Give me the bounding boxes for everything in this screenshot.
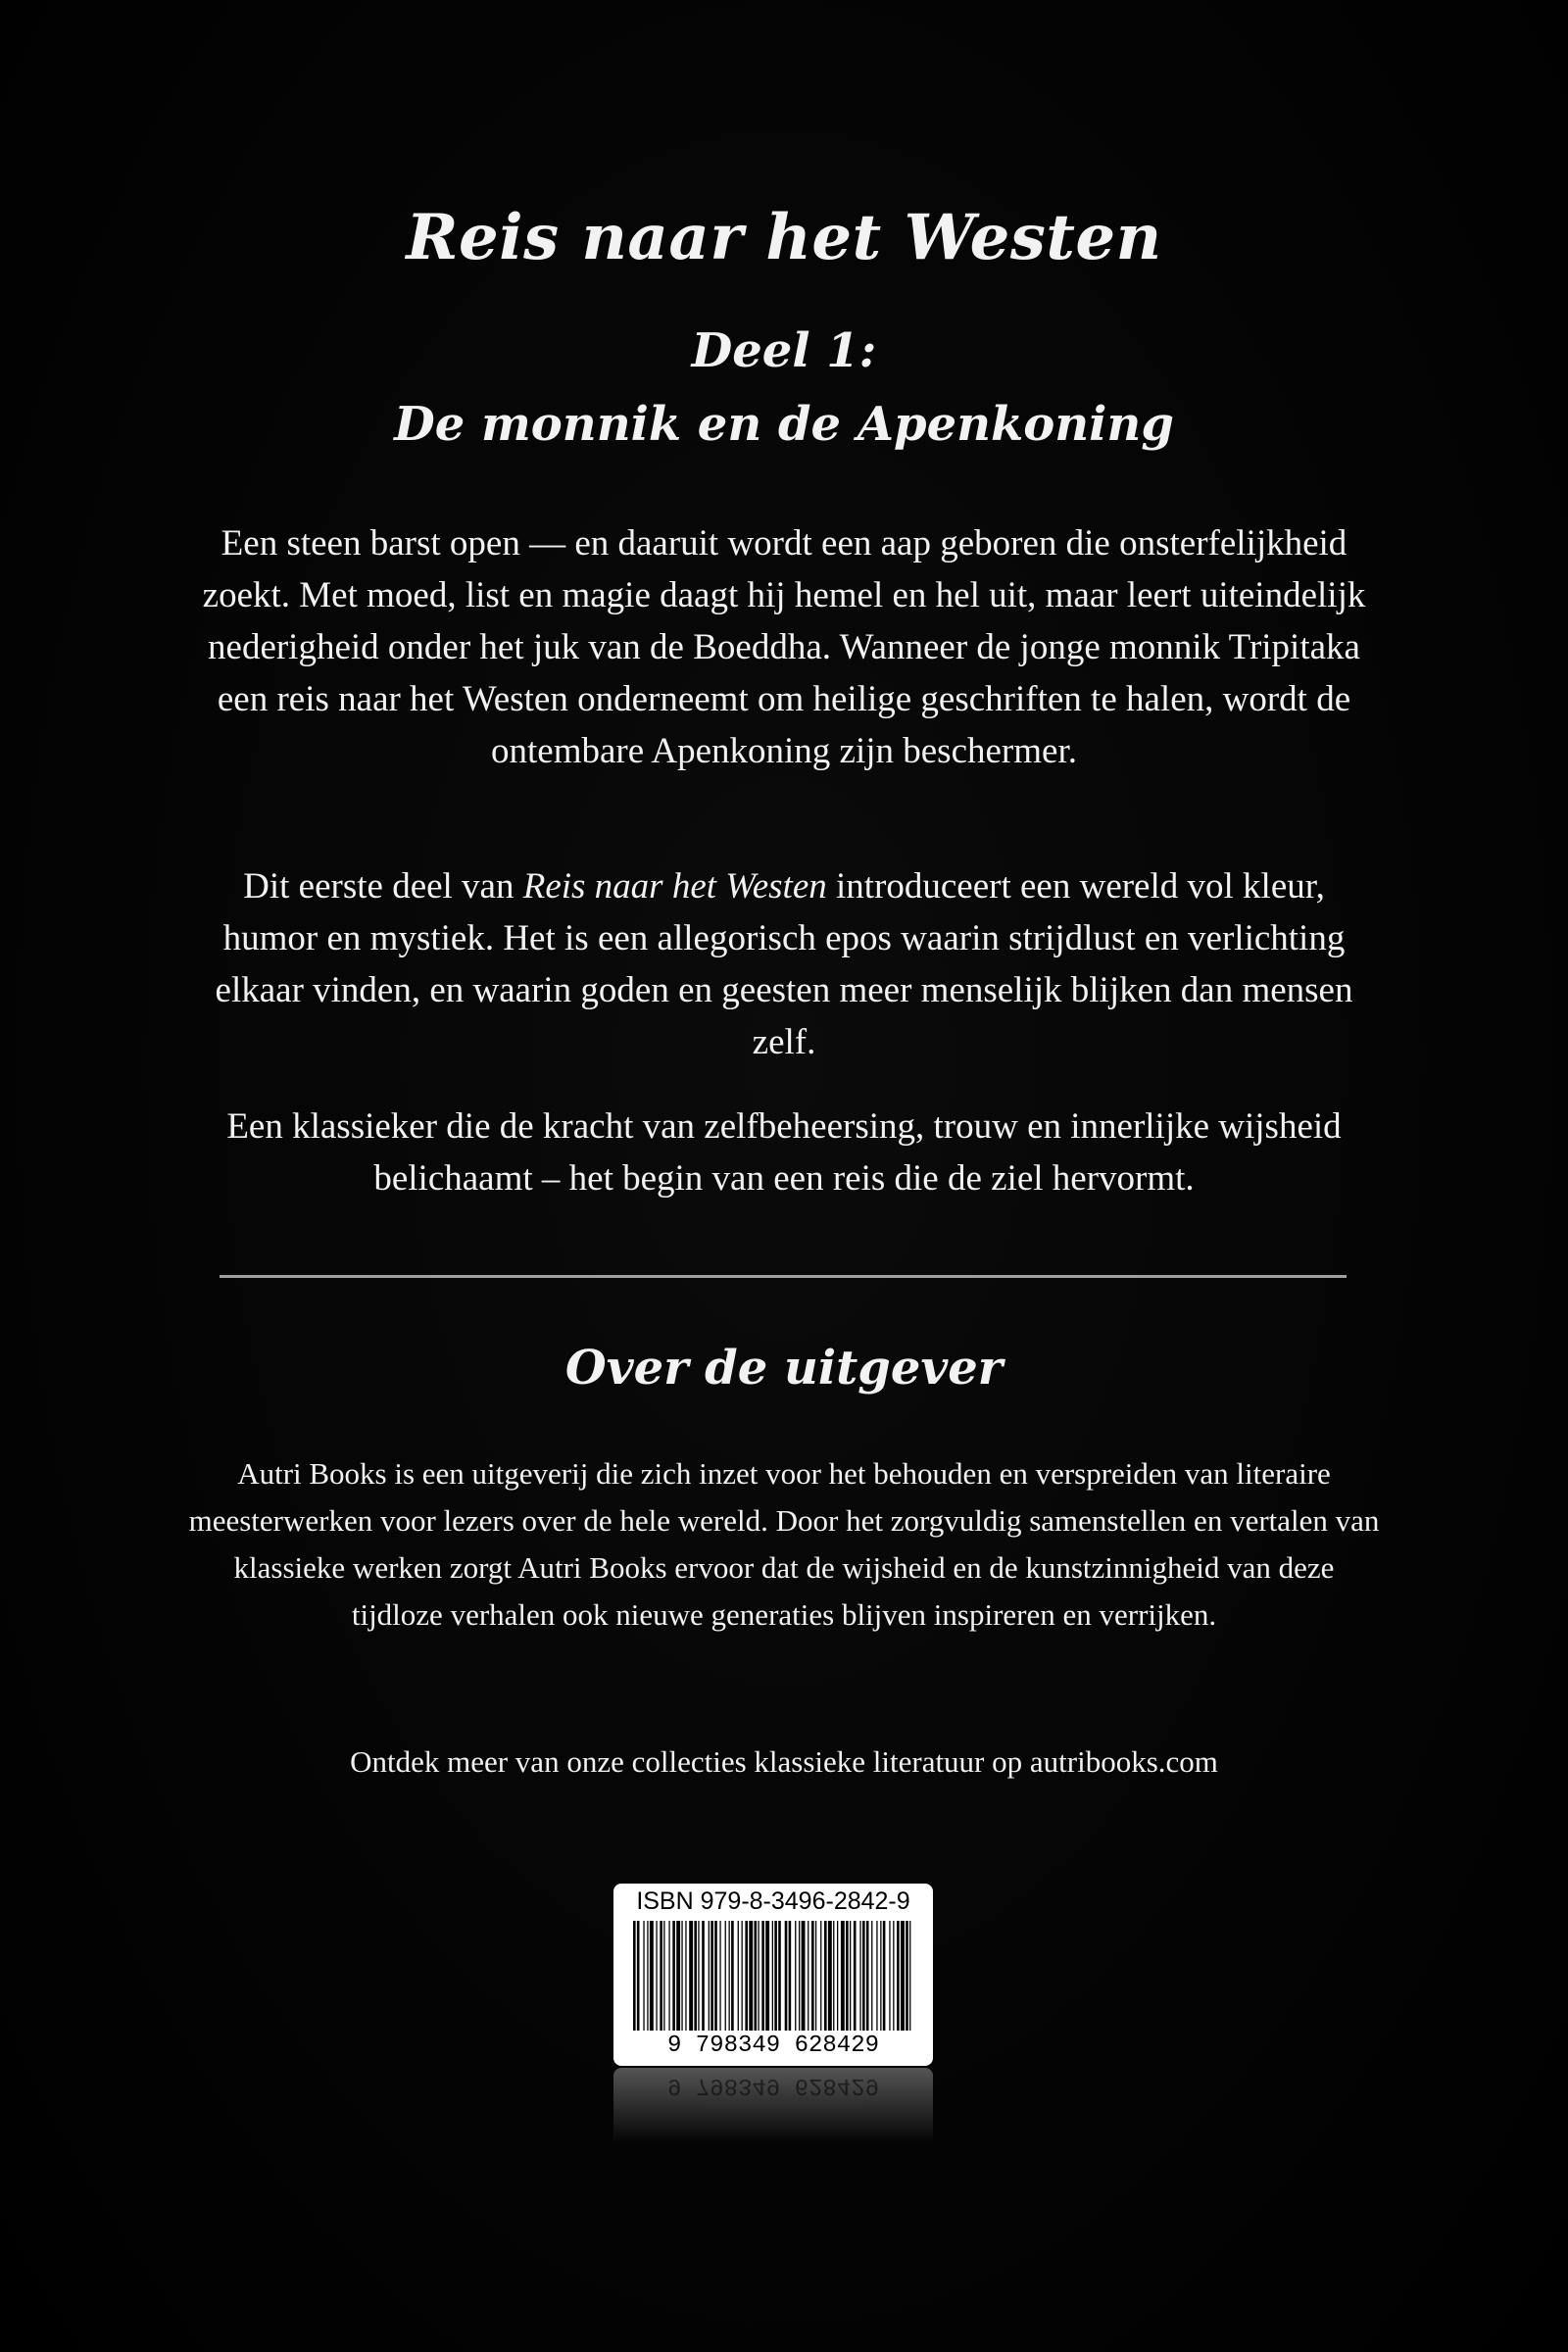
barcode-bar xyxy=(729,1921,730,2031)
blurb-paragraph-2 xyxy=(196,860,1372,1068)
barcode-bar xyxy=(850,1921,851,2031)
barcode-bar xyxy=(820,1921,821,2031)
barcode-bars xyxy=(633,1921,913,2031)
barcode-bar xyxy=(714,1921,717,2031)
barcode-bar xyxy=(719,1921,720,2031)
barcode-bar xyxy=(765,1921,769,2031)
barcode-bar xyxy=(676,1921,680,2031)
barcode-bar xyxy=(656,1921,657,2031)
barcode-bar xyxy=(897,1921,900,2031)
barcode-bar xyxy=(731,1921,734,2031)
barcode-reflection xyxy=(613,2068,933,2156)
barcode-bar xyxy=(871,1921,872,2031)
barcode-bar xyxy=(859,1921,860,2031)
isbn-label: ISBN 979-8-3496-2842-9 xyxy=(636,1887,910,1915)
barcode-bar xyxy=(909,1921,910,2031)
section-divider xyxy=(220,1275,1347,1278)
blurb-paragraph-1: Een steen barst open — en daaruit wordt een aap geboren die onsterfelijkheid zoekt. Met moed, list en magie daagt hij hemel en hel uit, maar leert uiteindelijk nederigheid onder het juk van de Boeddha. Wanneer de jonge monnik Tripitaka een reis naar het Westen onderneemt om heilige geschriften te halen, wordt de ontembare Apenkoning zijn beschermer. xyxy=(202,523,1366,771)
barcode-bar xyxy=(647,1921,648,2031)
barcode-reflection-digits: 9 798349 628429 xyxy=(666,2072,880,2098)
barcode-bar xyxy=(774,1921,777,2031)
barcode-bar xyxy=(785,1921,788,2031)
blurb-book-title-reference: Reis naar het Westen xyxy=(522,866,827,906)
barcode-bar xyxy=(841,1921,845,2031)
barcode-bar xyxy=(689,1921,693,2031)
barcode-bar xyxy=(745,1921,748,2031)
blurb-paragraph-2-start: Dit eerste deel van xyxy=(243,866,523,906)
barcode-digits: 9 798349 628429 xyxy=(666,2033,880,2059)
barcode-bar xyxy=(862,1921,865,2031)
barcode-bar xyxy=(663,1921,664,2031)
barcode-bar xyxy=(725,1921,726,2031)
publisher-heading: Over de uitgever xyxy=(564,1341,1004,1396)
barcode-bar xyxy=(795,1921,796,2031)
barcode-bar xyxy=(710,1921,713,2031)
barcode-bar xyxy=(811,1921,814,2031)
barcode-bar xyxy=(742,1921,743,2031)
barcode-bar xyxy=(749,1921,753,2031)
barcode-bar xyxy=(668,1921,669,2031)
blurb-paragraph-3: Een klassieker die de kracht van zelfbeheersing, trouw en innerlijke wijsheid belichaamt – het begin van een reis die de ziel hervormt. xyxy=(226,1106,1342,1199)
barcode-bar xyxy=(755,1921,758,2031)
barcode-bar xyxy=(815,1921,816,2031)
barcode-bar xyxy=(906,1921,908,2031)
barcode-bar xyxy=(672,1921,675,2031)
publisher-website-line: Ontdek meer van onze collecties klassieke literatuur op autribooks.com xyxy=(350,1744,1218,1779)
book-title: Reis naar het Westen xyxy=(406,201,1162,274)
volume-subtitle: De monnik en de Apenkoning xyxy=(394,397,1174,452)
publisher-description: Autri Books is een uitgeverij die zich inzet voor het behouden en verspreiden van literaire meesterwerken voor lezers over de hele wereld. Door het zorgvuldig samenstellen en vertalen van klassieke werken zorgt Autri Books ervoor dat de wijsheid en de kunstzinnigheid van deze tijdloze verhalen ook nieuwe generaties blijven inspireren en verrijken. xyxy=(188,1456,1380,1632)
barcode-bar xyxy=(854,1921,857,2031)
barcode-bar xyxy=(880,1921,881,2031)
barcode-bar xyxy=(799,1921,800,2031)
barcode-bar xyxy=(889,1921,890,2031)
barcode-bar xyxy=(833,1921,834,2031)
barcode-bar xyxy=(643,1921,644,2031)
barcode-bar xyxy=(761,1921,764,2031)
barcode-bar xyxy=(837,1921,838,2031)
barcode-bar xyxy=(876,1921,877,2031)
barcode-bar xyxy=(633,1921,636,2031)
barcode-bar xyxy=(866,1921,869,2031)
barcode-bar xyxy=(660,1921,662,2031)
blurb-paragraph-2-end: introduceert een wereld vol kleur, humor en mystiek. Het is een allegorisch epos waarin strijdlust en verlichting elkaar vinden, en waarin goden en geesten meer menselijk blijken dan mensen zelf. xyxy=(215,866,1353,1062)
barcode-bar xyxy=(901,1921,905,2031)
barcode-bar xyxy=(772,1921,773,2031)
barcode-bar xyxy=(685,1921,686,2031)
barcode-bar xyxy=(778,1921,781,2031)
barcode-bar xyxy=(702,1921,705,2031)
barcode-bar xyxy=(846,1921,849,2031)
barcode-bar xyxy=(709,1921,710,2031)
barcode-bar xyxy=(738,1921,739,2031)
barcode-bar xyxy=(694,1921,697,2031)
barcode-bar xyxy=(828,1921,832,2031)
barcode-bar xyxy=(883,1921,886,2031)
barcode-bar xyxy=(789,1921,792,2031)
barcode-bar xyxy=(681,1921,682,2031)
barcode-bar xyxy=(758,1921,759,2031)
barcode-bar xyxy=(824,1921,827,2031)
barcode-bar xyxy=(893,1921,894,2031)
barcode-bar xyxy=(637,1921,640,2031)
barcode-bar xyxy=(698,1921,699,2031)
barcode-bar xyxy=(650,1921,654,2031)
barcode-bar xyxy=(802,1921,806,2031)
isbn-barcode xyxy=(613,1884,933,2066)
volume-label: Deel 1: xyxy=(691,323,877,378)
